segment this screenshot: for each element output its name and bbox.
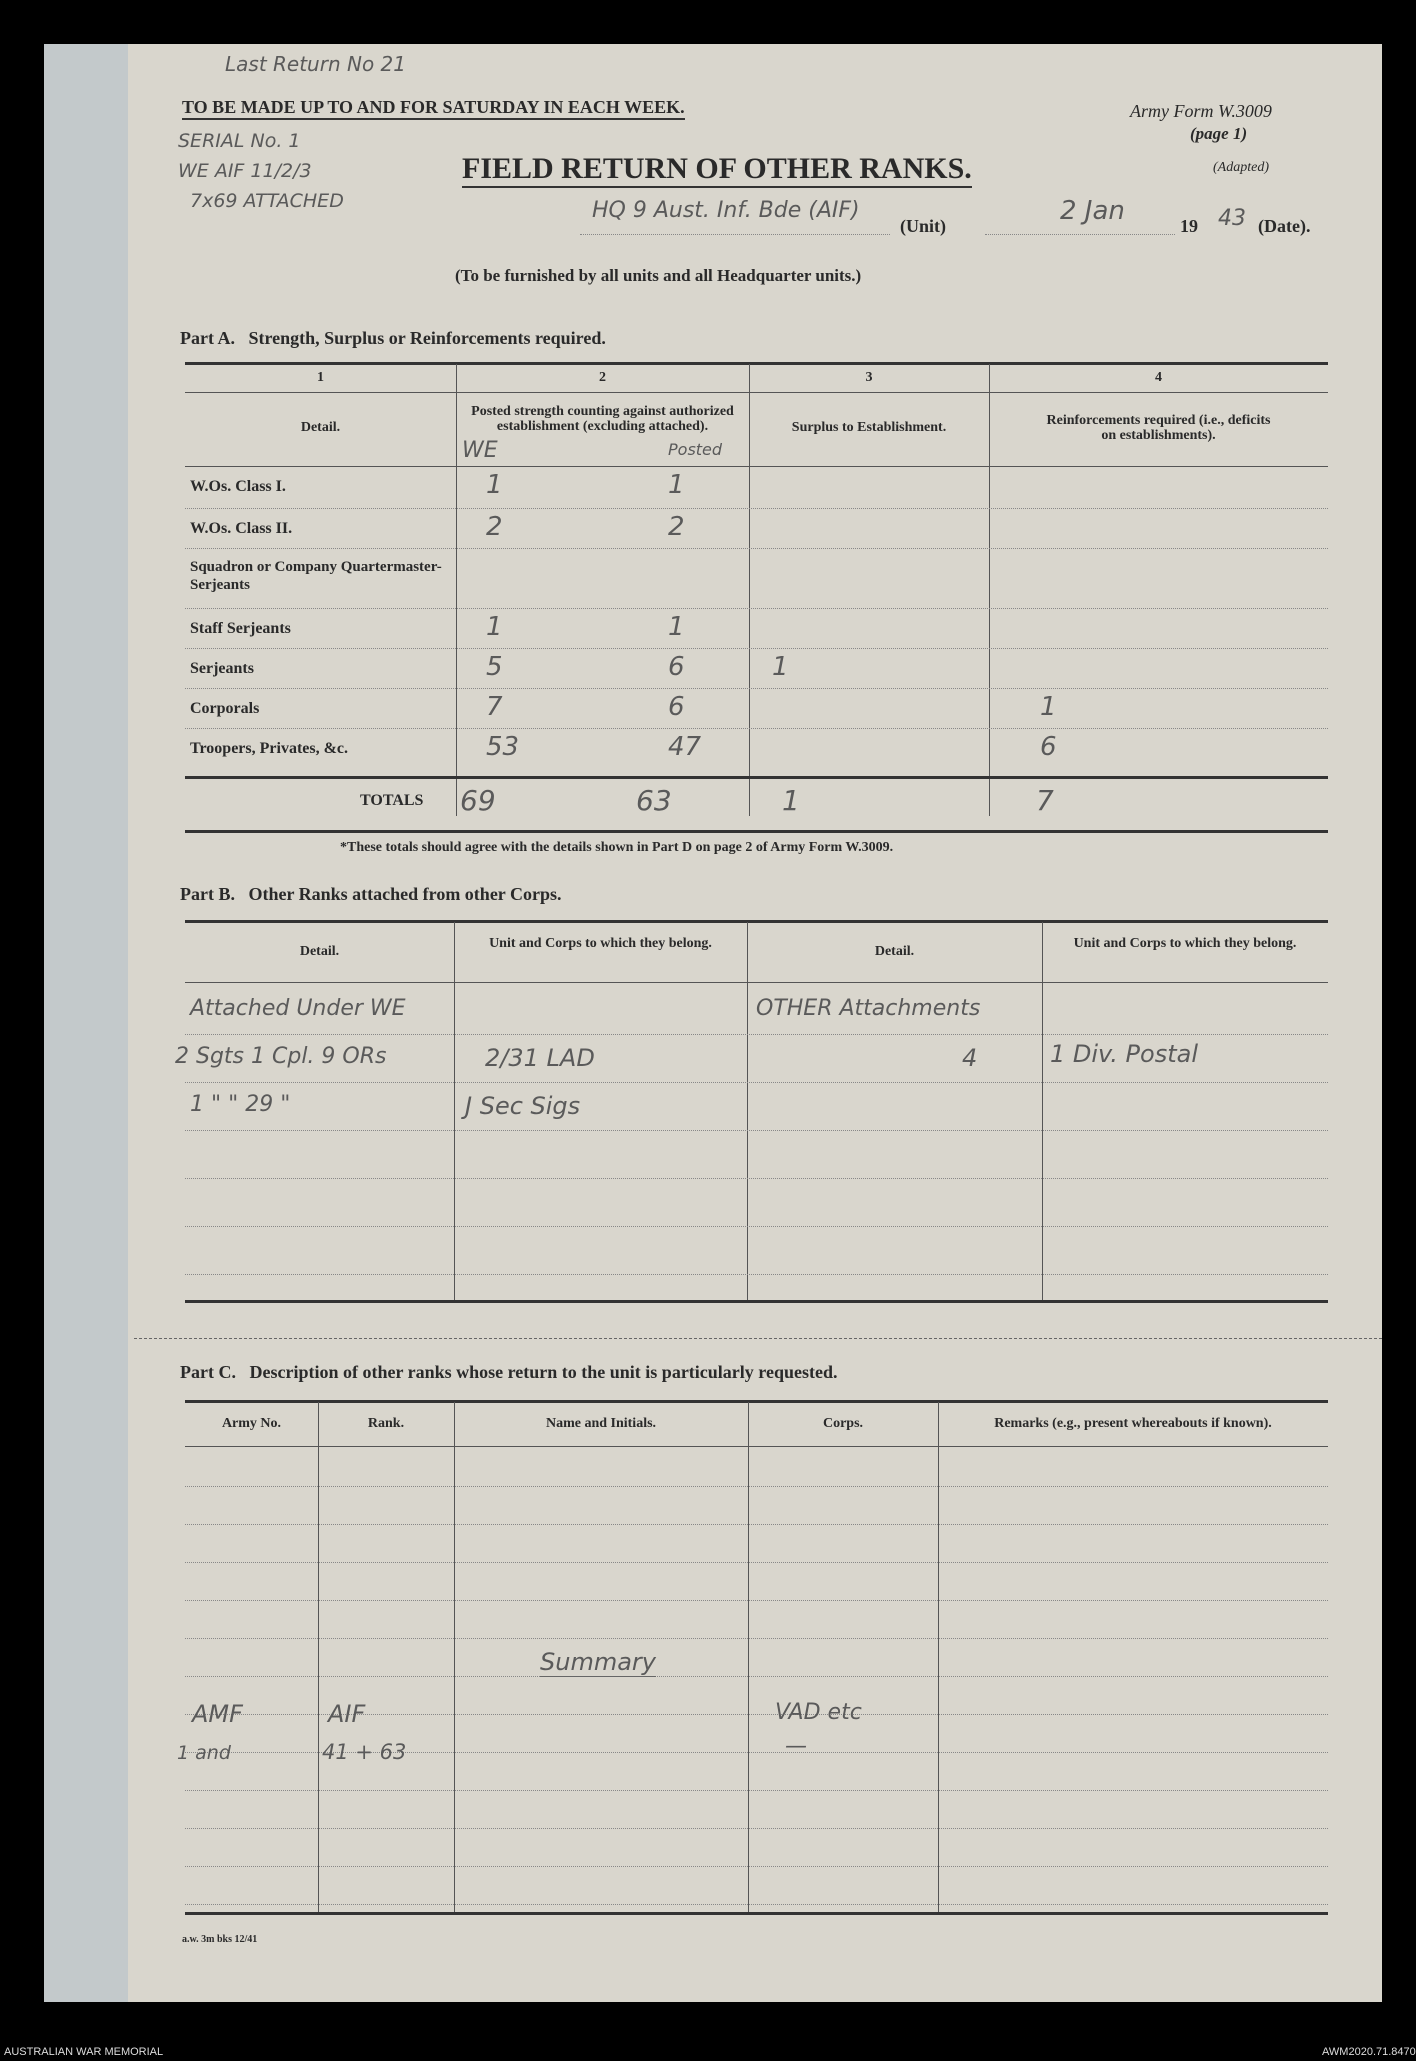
part-a-row-label: Troopers, Privates, &c. [190,740,349,757]
part-c-rule [185,1790,1328,1791]
total-posted: 63 [636,784,672,817]
part-c-corps-1: VAD etc [775,1700,862,1725]
part-a-col-number-1: 1 [317,370,324,385]
part-c-col-corps: Corps. [822,1416,864,1431]
part-b-rule [185,1274,1328,1275]
part-c-rule [185,1638,1328,1639]
form-page: (page 1) [1190,124,1248,143]
part-c-rule [185,1524,1328,1525]
part-a-row-rule [185,508,1328,509]
part-a-row-posted: 6 [668,652,685,682]
total-we: 69 [460,784,496,817]
part-b-right-detail-2: 4 [962,1044,978,1072]
part-b-left-detail-3: 1 " " 29 " [190,1092,291,1117]
part-a-col-number-2: 2 [599,370,606,385]
part-b-col-detail-left: Detail. [299,944,340,959]
part-b-left-unit-3: J Sec Sigs [465,1092,581,1120]
part-b-left-detail-1: Attached Under WE [190,996,406,1021]
total-reinforcements: 7 [1036,784,1054,817]
totals-label: TOTALS [360,792,424,809]
footer-left: AUSTRALIAN WAR MEMORIAL [4,2046,164,2058]
total-surplus: 1 [782,784,800,817]
tear-line [134,1338,1382,1339]
part-a-row-we: 1 [486,612,503,642]
year-value: 43 [1218,206,1246,231]
part-b-col-detail-right: Detail. [874,944,915,959]
furnish-note: (To be furnished by all units and all Headquarter units.) [455,266,862,285]
serial-line-1: SERIAL No. 1 [178,130,301,152]
part-a-row-label: Squadron or Company Quartermaster-Serjeants [190,559,442,593]
part-c-rank-2: 41 + 63 [322,1740,407,1764]
part-a-row-rule [185,688,1328,689]
part-c-rule [185,1866,1328,1867]
part-b-col-unit-right: Unit and Corps to which they belong. [1073,936,1297,951]
part-b-rule [185,1082,1328,1083]
part-b-left-unit-2: 2/31 LAD [485,1044,595,1072]
date-label: (Date). [1258,216,1311,236]
unit-value: HQ 9 Aust. Inf. Bde (AIF) [592,198,860,223]
part-a-row-label: W.Os. Class II. [190,520,293,537]
binding-strip [44,44,128,2002]
part-a-row-label: Serjeants [190,660,254,677]
print-code: a.w. 3m bks 12/41 [182,1934,258,1945]
part-b-col-unit-left: Unit and Corps to which they belong. [489,936,712,951]
part-a-row-we: 1 [486,470,503,500]
part-a-row-reinf: 1 [1040,692,1057,722]
sub-header-posted: Posted [668,440,723,459]
part-a-row-posted: 1 [668,470,685,500]
part-c-rule [185,1600,1328,1601]
part-a-row-rule [185,608,1328,609]
part-c-heading: Part C. Description of other ranks whose return to the unit is particularly requested. [180,1362,838,1382]
part-a-footnote: *These totals should agree with the details shown in Part D on page 2 of Army Form W.3009. [340,840,894,855]
part-c-rule [185,1828,1328,1829]
part-b-rule [185,1226,1328,1227]
unit-label: (Unit) [900,216,946,236]
part-b-rule [185,1178,1328,1179]
part-a-row-posted: 2 [668,512,685,542]
part-a-col-posted: Posted strength counting against authorized establishment (excluding attached). [471,404,734,434]
part-a-row-label: Staff Serjeants [190,620,291,637]
part-a-row-we: 7 [486,692,503,722]
part-c-rank-1: AIF [328,1700,366,1728]
part-b-rule [185,1130,1328,1131]
part-a-row-rule [185,648,1328,649]
part-a-col-detail: Detail. [300,420,341,435]
part-b-right-detail-1: OTHER Attachments [756,996,981,1021]
part-a-row-posted: 1 [668,612,685,642]
serial-line-2: WE AIF 11/2/3 [178,160,312,182]
part-c-col-army-no: Army No. [221,1416,282,1431]
part-a-row-we: 2 [486,512,503,542]
form-adapted: (Adapted) [1213,160,1269,175]
summary-label: Summary [540,1648,656,1676]
serial-line-3: 7x69 ATTACHED [190,190,344,212]
part-a-row-rule [185,548,1328,549]
part-b-left-detail-2: 2 Sgts 1 Cpl. 9 ORs [175,1044,387,1069]
part-c-corps-2: — [785,1734,807,1759]
part-a-row-we: 5 [486,652,503,682]
part-a-row-posted: 47 [668,732,702,762]
instruction-text: TO BE MADE UP TO AND FOR SATURDAY IN EACH WEEK. [182,97,685,120]
part-a-row-posted: 6 [668,692,685,722]
part-b-right-unit-2: 1 Div. Postal [1050,1040,1198,1068]
part-a-col-number-3: 3 [865,370,873,385]
date-value: 2 Jan [1060,196,1125,226]
part-b-rule [185,1034,1328,1035]
part-a-col-reinforcements: Reinforcements required (i.e., deficits on establishments). [1046,413,1271,443]
part-c-col-remarks: Remarks (e.g., present whereabouts if known). [994,1416,1272,1431]
part-c-rule [185,1676,1328,1677]
form-number: Army Form W.3009 [1130,101,1272,121]
part-a-heading: Part A. Strength, Surplus or Reinforcements required. [180,328,606,348]
footer-right: AWM2020.71.8470 [1322,2046,1416,2058]
part-a-row-label: Corporals [190,700,260,717]
sub-header-we: WE [462,438,498,463]
part-b-heading: Part B. Other Ranks attached from other Corps. [180,884,562,904]
part-a-row-rule [185,728,1328,729]
part-c-army-no-2: 1 and [177,1742,231,1764]
part-a-col-number-4: 4 [1155,370,1162,385]
part-c-col-rank: Rank. [367,1416,405,1431]
part-c-rule [185,1486,1328,1487]
year-label: 19 [1180,216,1198,236]
part-c-rule [185,1904,1328,1905]
part-c-col-name: Name and Initials. [545,1416,657,1431]
top-handwritten-note: Last Return No 21 [225,52,406,76]
form-title: FIELD RETURN OF OTHER RANKS. [462,152,972,188]
part-a-row-reinf: 6 [1040,732,1057,762]
part-c-army-no-1: AMF [192,1700,243,1728]
part-a-row-we: 53 [486,732,520,762]
part-a-row-surplus: 1 [772,652,789,682]
part-a-row-label: W.Os. Class I. [190,478,286,495]
part-a-col-surplus: Surplus to Establishment. [791,420,947,435]
part-c-rule [185,1562,1328,1563]
